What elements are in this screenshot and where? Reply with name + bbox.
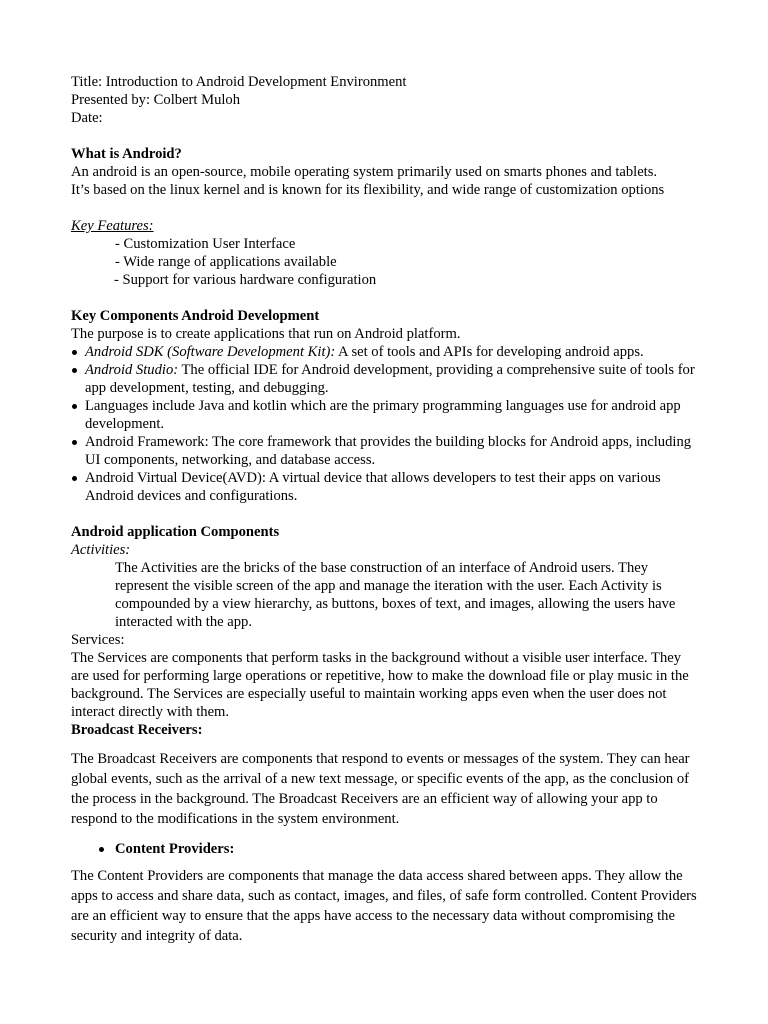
list-item (71, 433, 701, 469)
activities-label: Activities: (71, 542, 131, 558)
date-line: Date: (71, 110, 103, 126)
components-heading: Key Components Android Development (71, 308, 320, 324)
services-label: Services: (71, 632, 125, 648)
content-providers-bullet (71, 840, 701, 858)
presenter-line: Presented by: Colbert Muloh (71, 92, 241, 108)
list-item (71, 343, 701, 361)
list-item (71, 361, 701, 397)
bullet-text: Android Virtual Device(AVD): A virtual device that allows developers to test their apps on various Android devices and configurations. (85, 470, 661, 504)
key-feature-item: - Wide range of applications available (115, 254, 337, 270)
bullet-text: Languages include Java and kotlin which are the primary programming languages use for android app development. (85, 398, 681, 432)
bullet-term: Android SDK (Software Development Kit): (85, 344, 336, 360)
services-text: The Services are components that perform tasks in the background without a visible user interface. They are used for performing large operations or repetitive, how to make the download file or play music in the background. The Services are especially useful to maintain working apps even when the user does not interact directly with them. (71, 650, 689, 720)
document-page (71, 73, 701, 946)
list-item (71, 469, 701, 505)
key-features-heading: Key Features: (71, 218, 154, 234)
bullet-text: A set of tools and APIs for developing android apps. (335, 344, 644, 360)
title-line: Title: Introduction to Android Development Environment (71, 74, 407, 90)
bullet-term: Android Studio: (85, 362, 179, 378)
content-heading: Content Providers: (115, 841, 235, 857)
bullet-text: Android Framework: The core framework that provides the building blocks for Android apps, including UI components, networking, and database access. (85, 434, 692, 468)
what-is-android-line-2: It’s based on the linux kernel and is known for its flexibility, and wide range of customization options (71, 182, 665, 198)
key-feature-item: - Customization User Interface (115, 236, 296, 252)
components-list (71, 343, 701, 505)
broadcast-text: The Broadcast Receivers are components that respond to events or messages of the system. They can hear global events, such as the arrival of a new text message, or specific events of the app, as the conclusion of the process in the background. The Broadcast Receivers are an efficient way of allowing your app to respond to the modifications in the system environment. (71, 751, 690, 827)
app-components-heading: Android application Components (71, 524, 280, 540)
list-item (71, 397, 701, 433)
activities-text: The Activities are the bricks of the base construction of an interface of Android users. They represent the visible screen of the app and manage the iteration with the user. Each Activity is compounded by a view hierarchy, as buttons, boxes of text, and images, allowing the users have interacted with the app. (115, 560, 676, 630)
what-is-android-line-1: An android is an open-source, mobile operating system primarily used on smarts phones and tablets. (71, 164, 658, 180)
key-feature-item: - Support for various hardware configuration (114, 272, 377, 288)
broadcast-heading: Broadcast Receivers: (71, 722, 203, 738)
what-is-android-heading: What is Android? (71, 146, 182, 162)
content-text: The Content Providers are components that manage the data access shared between apps. They allow the apps to access and share data, such as contact, images, and files, of safe form controlled. Content Providers are an efficient way to ensure that the apps have access to the necessary data without compromising the security and integrity of data. (71, 868, 697, 944)
components-intro: The purpose is to create applications that run on Android platform. (71, 326, 461, 342)
bullet-text: The official IDE for Android development, providing a comprehensive suite of tools for app development, testing, and debugging. (85, 362, 695, 396)
